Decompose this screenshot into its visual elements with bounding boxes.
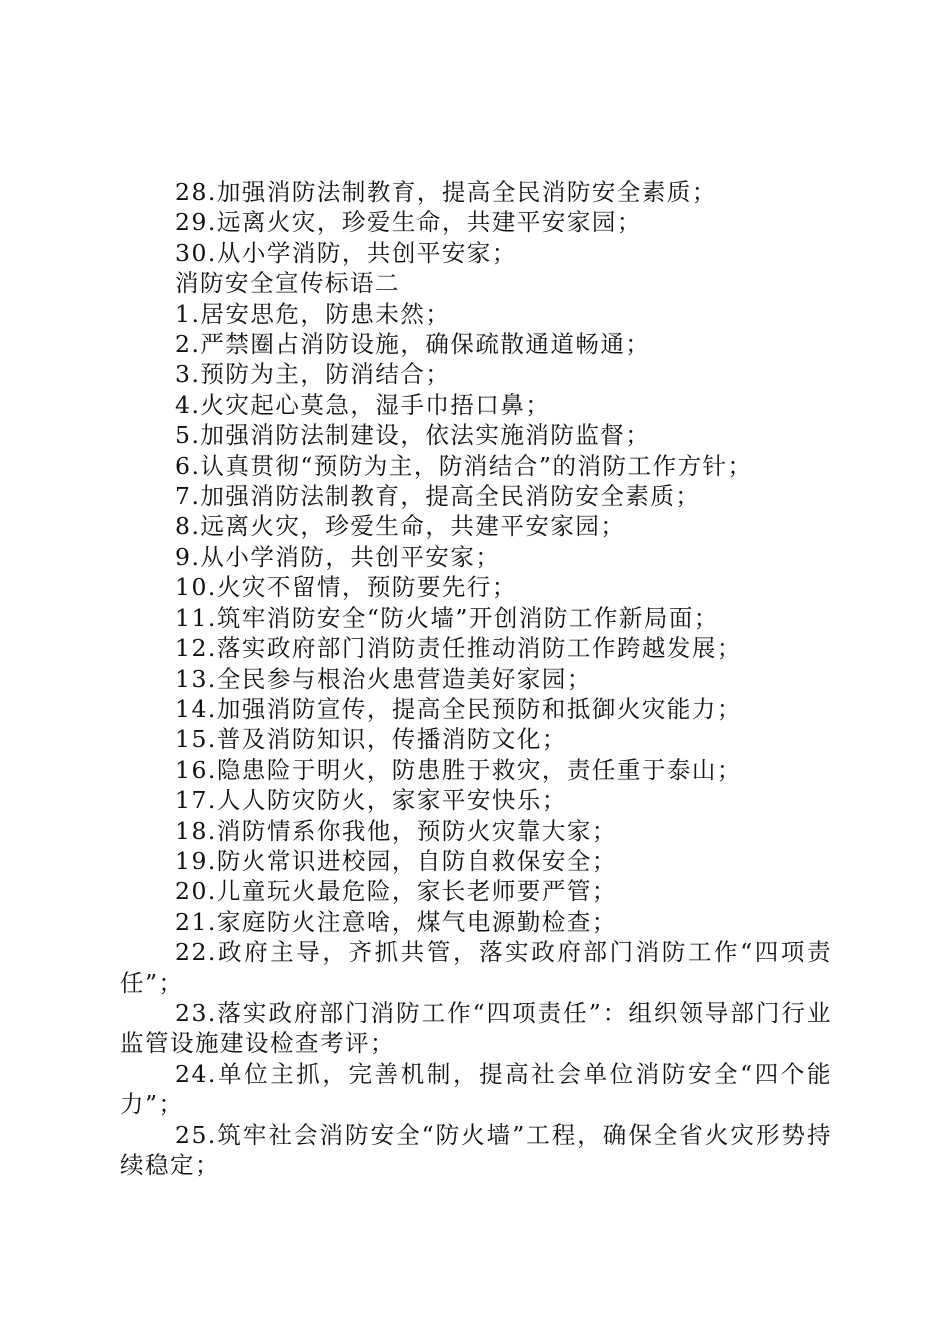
slogan-line: 6.认真贯彻“预防为主，防消结合”的消防工作方针； — [175, 451, 753, 480]
slogan-line: 22.政府主导，齐抓共管，落实政府部门消防工作“四项责任”； — [120, 938, 832, 997]
slogan-line: 17.人人防灾防火，家家平安快乐； — [175, 786, 567, 815]
document-body — [120, 177, 832, 1180]
slogan-line: 25.筑牢社会消防安全“防火墙”工程，确保全省火灾形势持续稳定； — [120, 1120, 832, 1179]
slogan-line: 5.加强消防法制建设，依法实施消防监督； — [175, 421, 651, 450]
slogan-line: 19.防火常识进校园，自防自救保安全； — [175, 846, 617, 875]
slogan-line: 21.家庭防火注意啥，煤气电源勤检查； — [175, 907, 617, 936]
slogan-line: 3.预防为主，防消结合； — [175, 360, 451, 389]
slogan-line: 12.落实政府部门消防责任推动消防工作跨越发展； — [175, 634, 742, 663]
slogan-line: 28.加强消防法制教育，提高全民消防安全素质； — [175, 178, 717, 206]
slogan-line: 2.严禁圈占消防设施，确保疏散通道畅通； — [175, 330, 651, 359]
slogan-line: 7.加强消防法制教育，提高全民消防安全素质； — [175, 482, 701, 511]
slogan-line: 4.火灾起心莫急，湿手巾捂口鼻； — [175, 390, 551, 419]
slogan-line: 23.落实政府部门消防工作“四项责任”：组织领导部门行业监管设施建设检查考评； — [120, 998, 832, 1058]
slogan-line: 11.筑牢消防安全“防火墙”开创消防工作新局面； — [175, 603, 719, 632]
slogan-line: 24.单位主抓，完善机制，提高社会单位消防安全“四个能力”； — [120, 1059, 832, 1119]
slogan-line: 15.普及消防知识，传播消防文化； — [175, 725, 567, 754]
slogan-line: 8.远离火灾，珍爱生命，共建平安家园； — [175, 512, 626, 541]
slogan-line: 10.火灾不留情，预防要先行； — [175, 573, 517, 602]
slogan-line: 18.消防情系你我他，预防火灾靠大家； — [175, 816, 617, 845]
slogan-line: 13.全民参与根治火患营造美好家园； — [175, 664, 592, 693]
slogan-line: 16.隐患险于明火，防患胜于救灾，责任重于泰山； — [175, 755, 742, 784]
slogan-line: 30.从小学消防，共创平安家； — [175, 238, 517, 267]
slogan-line: 1.居安思危，防患未然； — [175, 299, 451, 328]
slogan-line: 29.远离火灾，珍爱生命，共建平安家园； — [175, 208, 642, 237]
slogan-line: 9.从小学消防，共创平安家； — [175, 542, 501, 571]
section-heading: 消防安全宣传标语二 — [175, 269, 400, 298]
slogan-line: 14.加强消防宣传，提高全民预防和抵御火灾能力； — [175, 694, 742, 723]
slogan-line: 20.儿童玩火最危险，家长老师要严管； — [175, 877, 617, 906]
